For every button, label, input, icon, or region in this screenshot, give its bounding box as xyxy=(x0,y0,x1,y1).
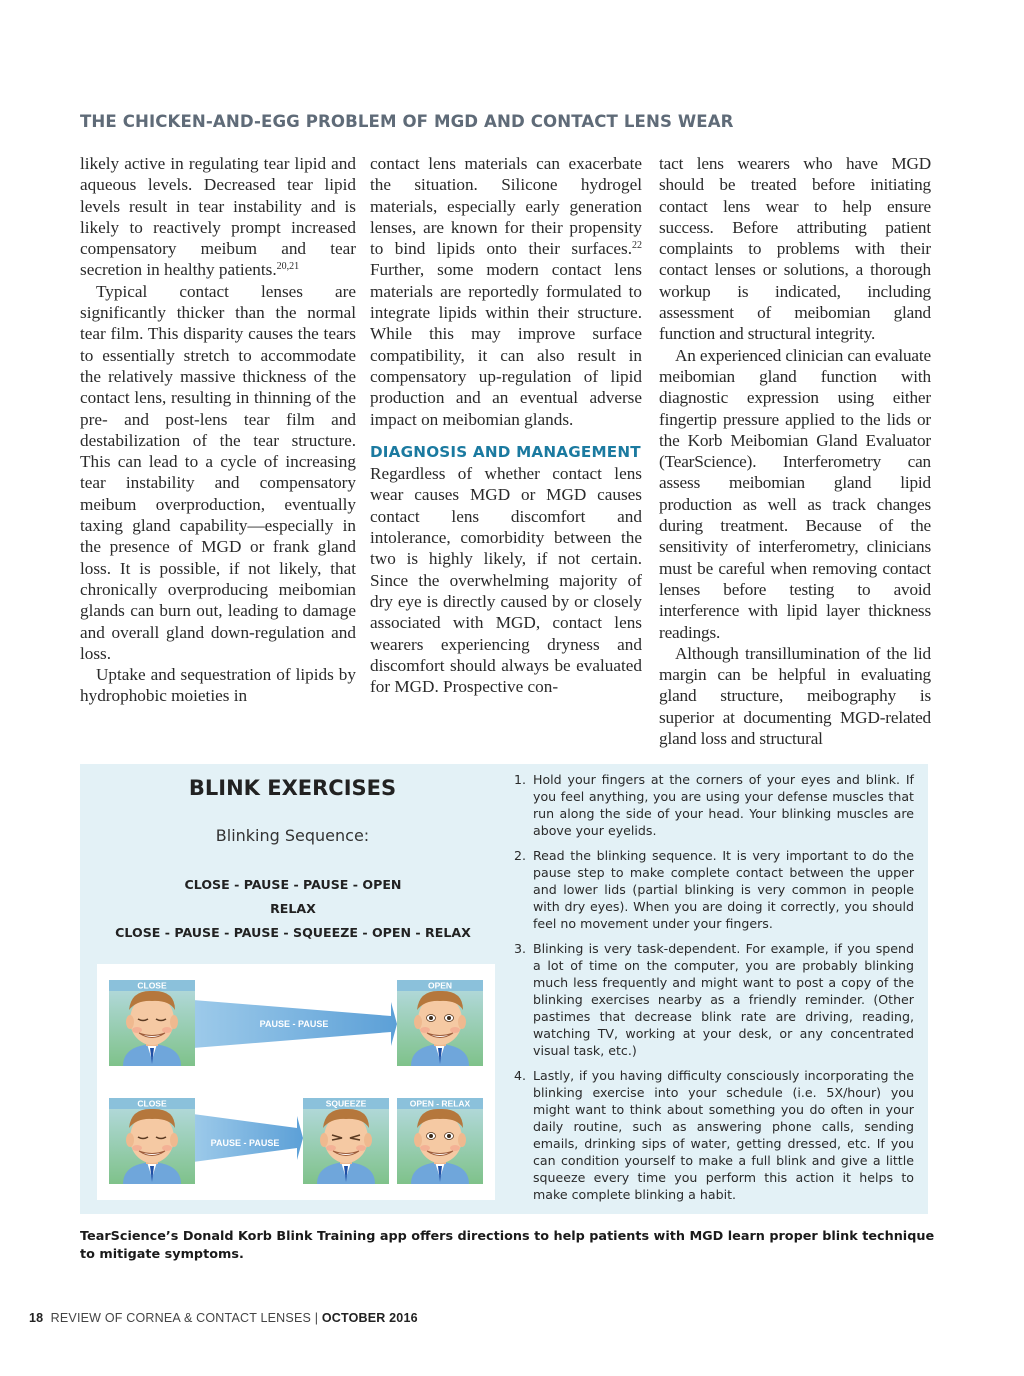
step-number: 2. xyxy=(514,848,527,863)
col1-paragraph-1-text: likely active in regulating tear lipid and aqueous levels. Decreased tear lipid levels result in tear instability and is likely to reactively prompt increased compensatory meibum and tear secretion in healthy patients. xyxy=(80,154,356,280)
label-row1-pause: PAUSE - PAUSE xyxy=(259,1019,329,1029)
col1-paragraph-1 xyxy=(80,153,356,281)
running-head: THE CHICKEN-AND-EGG PROBLEM OF MGD AND CONTACT LENS WEAR xyxy=(80,112,734,131)
face-close-2 xyxy=(109,1098,195,1184)
face-squeeze xyxy=(303,1098,389,1184)
face-open-relax xyxy=(397,1098,483,1184)
blink-illustration-svg xyxy=(97,964,495,1200)
label-row2-pause: PAUSE - PAUSE xyxy=(210,1138,280,1148)
label-row2-close: CLOSE xyxy=(137,1098,167,1109)
step-number: 3. xyxy=(514,941,527,956)
col3-paragraph-1: tact lens wearers who have MGD should be treated before initiating contact lens wear to help ensure success. Before attributing patient complaints to problems with their contact lenses or solutions, a thorough workup is indicated, including assessment of meibomian gland function and structural integrity. xyxy=(659,154,931,344)
face-close-1 xyxy=(109,980,195,1066)
step-text: Hold your fingers at the corners of your eyes and blink. If you feel anything, you are using your defense muscles that run along the side of your head. Your blinking muscles are above your eyelids. xyxy=(533,772,914,838)
col2-paragraph-1 xyxy=(370,153,642,430)
face-open-1 xyxy=(397,980,483,1066)
sequence-line-3: CLOSE - PAUSE - PAUSE - SQUEEZE - OPEN - RELAX xyxy=(115,925,471,940)
col2-paragraph-1-text-a: contact lens materials can exacerbate the situation. Silicone hydrogel materials, especially early generation lenses, are known for their propensity to bind lipids onto their surfaces. xyxy=(370,154,642,259)
figure-subtitle: Blinking Sequence: xyxy=(215,826,370,845)
step-item xyxy=(514,771,914,839)
article-column-1 xyxy=(80,153,356,707)
blink-illustration xyxy=(97,964,495,1200)
article-column-2 xyxy=(370,153,642,697)
col1-paragraph-2: Typical contact lenses are significantly thicker than the normal tear film. This disparity causes the tears to essentially stretch to accommodate the relatively massive thickness of the contact lens, resulting in thinning of the pre- and post-lens tear film and destabilization of the tear structure. This can lead to a cycle of increasing tear instability and compensatory meibum overproduction, eventually taxing gland capability—especially in the presence of MGD or frank gland loss. It is possible, if not likely, that chronically overproducing meibomian glands can burn out, leading to damage and overall gland down-regulation and loss. xyxy=(80,281,356,663)
journal-name: REVIEW OF CORNEA & CONTACT LENSES | xyxy=(50,1311,322,1325)
sequence-line-1: CLOSE - PAUSE - PAUSE - OPEN xyxy=(184,877,402,892)
label-row2-open-relax: OPEN - RELAX xyxy=(409,1098,471,1109)
label-row1-close: CLOSE xyxy=(137,980,167,991)
step-number: 4. xyxy=(514,1068,527,1083)
step-item xyxy=(514,1067,914,1203)
col2-paragraph-1-text-b: Further, some modern contact lens materials are reportedly formulated to integrate lipids within their structure. While this may improve surface compatibility, it can also result in compensatory up-regulation of lipid production and an eventual adverse impact on meibomian glands. xyxy=(370,260,642,429)
article-column-3 xyxy=(659,153,931,749)
sequence-line-2: RELAX xyxy=(270,901,316,916)
citation-20-21: 20,21 xyxy=(276,261,300,273)
step-item xyxy=(514,940,914,1059)
label-row1-open: OPEN xyxy=(427,980,453,991)
label-row2-squeeze: SQUEEZE xyxy=(325,1098,367,1109)
col3-paragraph-3: Although transillumination of the lid margin can be helpful in evaluating gland structure, meibography is superior at documenting MGD-related gland loss and structural xyxy=(659,643,931,749)
col2-paragraph-2: Regardless of whether contact lens wear causes MGD or MGD causes contact lens discomfort and intolerance, comorbidity between the two is highly likely, if not certain. Since the overwhelming majority of dry eye is directly caused by or closely associated with MGD, contact lens wearers experiencing dryness and discomfort should always be evaluated for MGD. Prospective con- xyxy=(370,464,642,697)
citation-22: 22 xyxy=(632,240,642,252)
col3-paragraph-2: An experienced clinician can evaluate meibomian gland function with diagnostic expression using either fingertip pressure applied to the lids or the Korb Meibomian Gland Evaluator (TearScience). Interferometry can assess meibomian gland lipid production as well as track changes during treatment. Because of the sensitivity of interferometry, clinicians must be careful when removing contact lenses before testing to avoid interference with lipid layer thickness readings. xyxy=(659,345,931,642)
col1-paragraph-3: Uptake and sequestration of lipids by hydrophobic moieties in xyxy=(80,665,356,706)
blink-steps-list xyxy=(514,771,914,1211)
step-text: Read the blinking sequence. It is very important to do the pause step to make complete contact between the upper and lower lids (partial blinking is very common in people with dry eyes). When you are doing it correctly, you should feel no movement under your fingers. xyxy=(533,848,914,931)
step-text: Lastly, if you having difficulty consciously incorporating the blinking exercise into your schedule (i.e. 5X/hour) you might want to think about something you do often in your daily routine, such as answering phone calls, sending emails, drinking sips of water, getting dressed, etc. If you can condition yourself to make a full blink and give a little squeeze every time you perform this action it helps to make complete blinking a habit. xyxy=(533,1068,914,1202)
page-number: 18 xyxy=(29,1311,44,1325)
figure-caption: TearScience’s Donald Korb Blink Training app offers directions to help patients with MGD learn proper blink technique to mitigate symptoms. xyxy=(80,1229,935,1262)
step-text: Blinking is very task-dependent. For example, if you spend a lot of time on the computer, you are probably blinking much less frequently and might want to post a copy of the blinking exercises nearby as a friendly reminder. (Other pastimes that decrease blink rate are driving, reading, watching TV, working at your desk, or any concentrated visual task, etc.) xyxy=(533,941,914,1058)
issue-date: OCTOBER 2016 xyxy=(321,1311,418,1325)
section-heading-diagnosis: DIAGNOSIS AND MANAGEMENT xyxy=(370,442,641,461)
step-number: 1. xyxy=(514,772,527,787)
step-item xyxy=(514,847,914,932)
page-footer xyxy=(29,1311,418,1325)
figure-title: BLINK EXERCISES xyxy=(188,776,397,800)
